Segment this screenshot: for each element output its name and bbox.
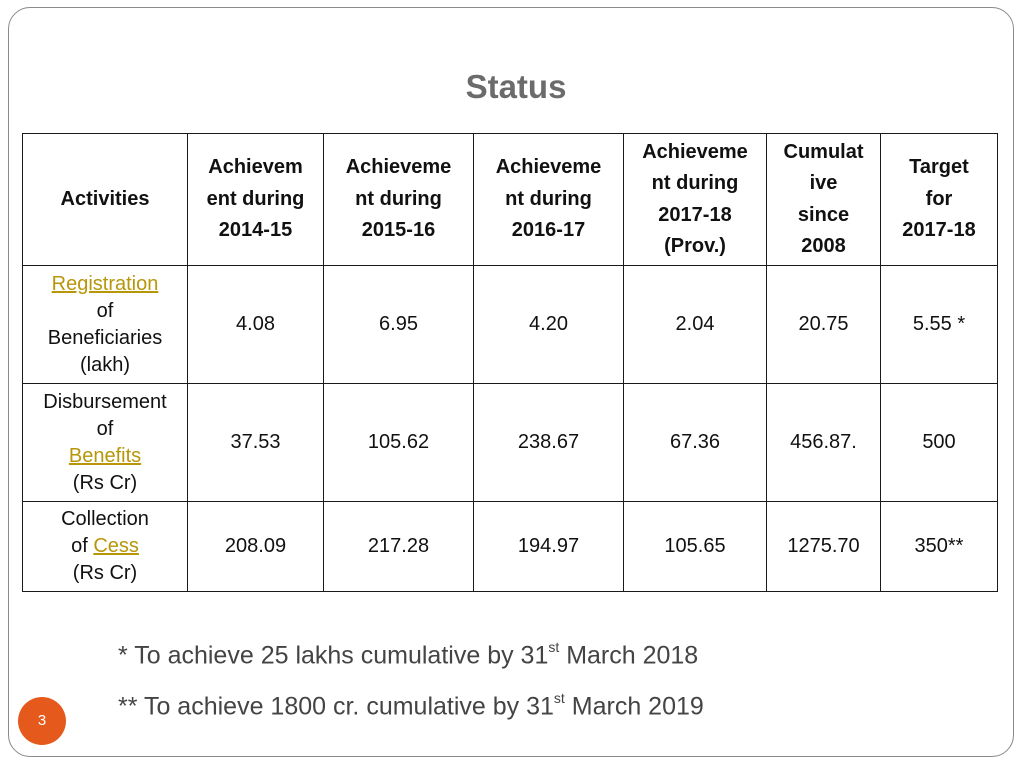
table-cell: 20.75 <box>767 266 881 384</box>
activity-collection: Collection of Cess (Rs Cr) <box>23 502 188 592</box>
page-number-badge: 3 <box>18 697 66 745</box>
table-row <box>23 384 998 502</box>
header-achievement-2016-17: Achieveme nt during 2016-17 <box>474 134 624 266</box>
header-cumulative-since-2008: Cumulat ive since 2008 <box>767 134 881 266</box>
table-header-row <box>23 134 998 266</box>
registration-link[interactable]: Registration <box>51 272 159 295</box>
table-cell: 456.87. <box>767 384 881 502</box>
activity-registration: Registration of Beneficiaries (lakh) <box>23 266 188 384</box>
slide-title: Status <box>465 68 567 105</box>
header-target-2017-18: Target for 2017-18 <box>881 134 998 266</box>
table-cell: 4.08 <box>188 266 324 384</box>
table-cell: 105.65 <box>624 502 767 592</box>
footnote-1: * To achieve 25 lakhs cumulative by 31st March 2018 <box>118 639 699 670</box>
table-cell: 37.53 <box>188 384 324 502</box>
status-table <box>22 133 998 592</box>
table-cell: 500 <box>881 384 998 502</box>
table-cell: 67.36 <box>624 384 767 502</box>
table-cell: 208.09 <box>188 502 324 592</box>
header-achievement-2014-15: Achievem ent during 2014-15 <box>188 134 324 266</box>
table-cell: 4.20 <box>474 266 624 384</box>
table-cell: 194.97 <box>474 502 624 592</box>
table-cell: 105.62 <box>324 384 474 502</box>
header-activities: Activities <box>23 134 188 266</box>
header-achievement-2017-18: Achieveme nt during 2017-18 (Prov.) <box>624 134 767 266</box>
table-row <box>23 502 998 592</box>
cess-link[interactable]: Cess <box>93 535 139 557</box>
table-cell: 5.55 * <box>881 266 998 384</box>
benefits-link[interactable]: Benefits <box>68 444 142 467</box>
table-cell: 1275.70 <box>767 502 881 592</box>
activity-disbursement: Disbursement of Benefits (Rs Cr) <box>23 384 188 502</box>
table-cell: 2.04 <box>624 266 767 384</box>
table-cell: 350** <box>881 502 998 592</box>
table-row <box>23 266 998 384</box>
table-cell: 238.67 <box>474 384 624 502</box>
table-cell: 217.28 <box>324 502 474 592</box>
table-cell: 6.95 <box>324 266 474 384</box>
header-achievement-2015-16: Achieveme nt during 2015-16 <box>324 134 474 266</box>
footnote-2: ** To achieve 1800 cr. cumulative by 31st March 2019 <box>118 690 704 721</box>
